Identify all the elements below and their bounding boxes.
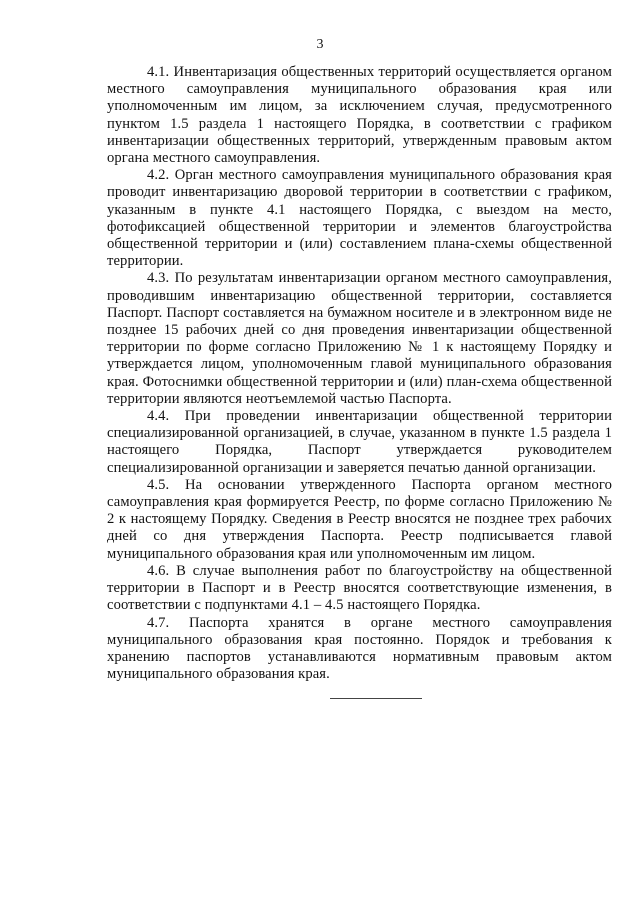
paragraph-4-5: 4.5. На основании утвержденного Паспорта органом местного самоуправления края формируется Реестр, по форме согласно Приложению № 2 к настоящему Порядку. Сведения в Реестр вносятся не позднее трех рабочих дней со дня утверждения Паспорта. Реестр подписывается главой муниципального образования края или уполномоченным им лицом. xyxy=(107,476,612,562)
end-divider-line xyxy=(330,698,422,699)
paragraph-4-3: 4.3. По результатам инвентаризации органом местного самоуправления, проводившим инвентаризацию общественной территории, составляется Паспорт. Паспорт составляется на бумажном носителе и в электронном виде не позднее 15 рабочих дней со дня проведения инвентаризации общественной территории по форме согласно Приложению № 1 к настоящему Порядку и утверждается лицом, уполномоченным главой муниципального образования края. Фотоснимки общественной территории и (или) план-схема общественной территории являются неотъемлемой частью Паспорта. xyxy=(107,270,612,407)
paragraph-4-2: 4.2. Орган местного самоуправления муниципального образования края проводит инвентаризацию дворовой территории в соответствии с графиком, указанным в пункте 4.1 настоящего Порядка, с выездом на место, фотофиксацией общественной территории и элементов благоустройства общественной территории и (или) составлением плана-схемы общественной территории. xyxy=(107,167,612,270)
paragraph-4-1: 4.1. Инвентаризация общественных территорий осуществляется органом местного самоуправления муниципального образования края или уполномоченным им лицом, за исключением случая, предусмотренного пунктом 1.5 раздела 1 настоящего Порядка, в соответствии с графиком инвентаризации общественных территорий, утвержденным правовым актом органа местного самоуправления. xyxy=(107,64,612,167)
paragraph-4-4: 4.4. При проведении инвентаризации общественной территории специализированной организацией, в случае, указанном в пункте 1.5 раздела 1 настоящего Порядка, Паспорт утверждается руководителем специализированной организации и заверяется печатью данной организации. xyxy=(107,408,612,476)
paragraph-4-6: 4.6. В случае выполнения работ по благоустройству на общественной территории в Паспорт и в Реестр вносятся соответствующие изменения, в соответствии с подпунктами 4.1 – 4.5 настоящего Порядка. xyxy=(107,562,612,614)
document-body xyxy=(107,64,612,683)
page-number: 3 xyxy=(316,37,324,52)
paragraph-4-7: 4.7. Паспорта хранятся в органе местного самоуправления муниципального образования края постоянно. Порядок и требования к хранению паспортов устанавливаются нормативным правовым актом муниципального образования края. xyxy=(107,614,612,683)
